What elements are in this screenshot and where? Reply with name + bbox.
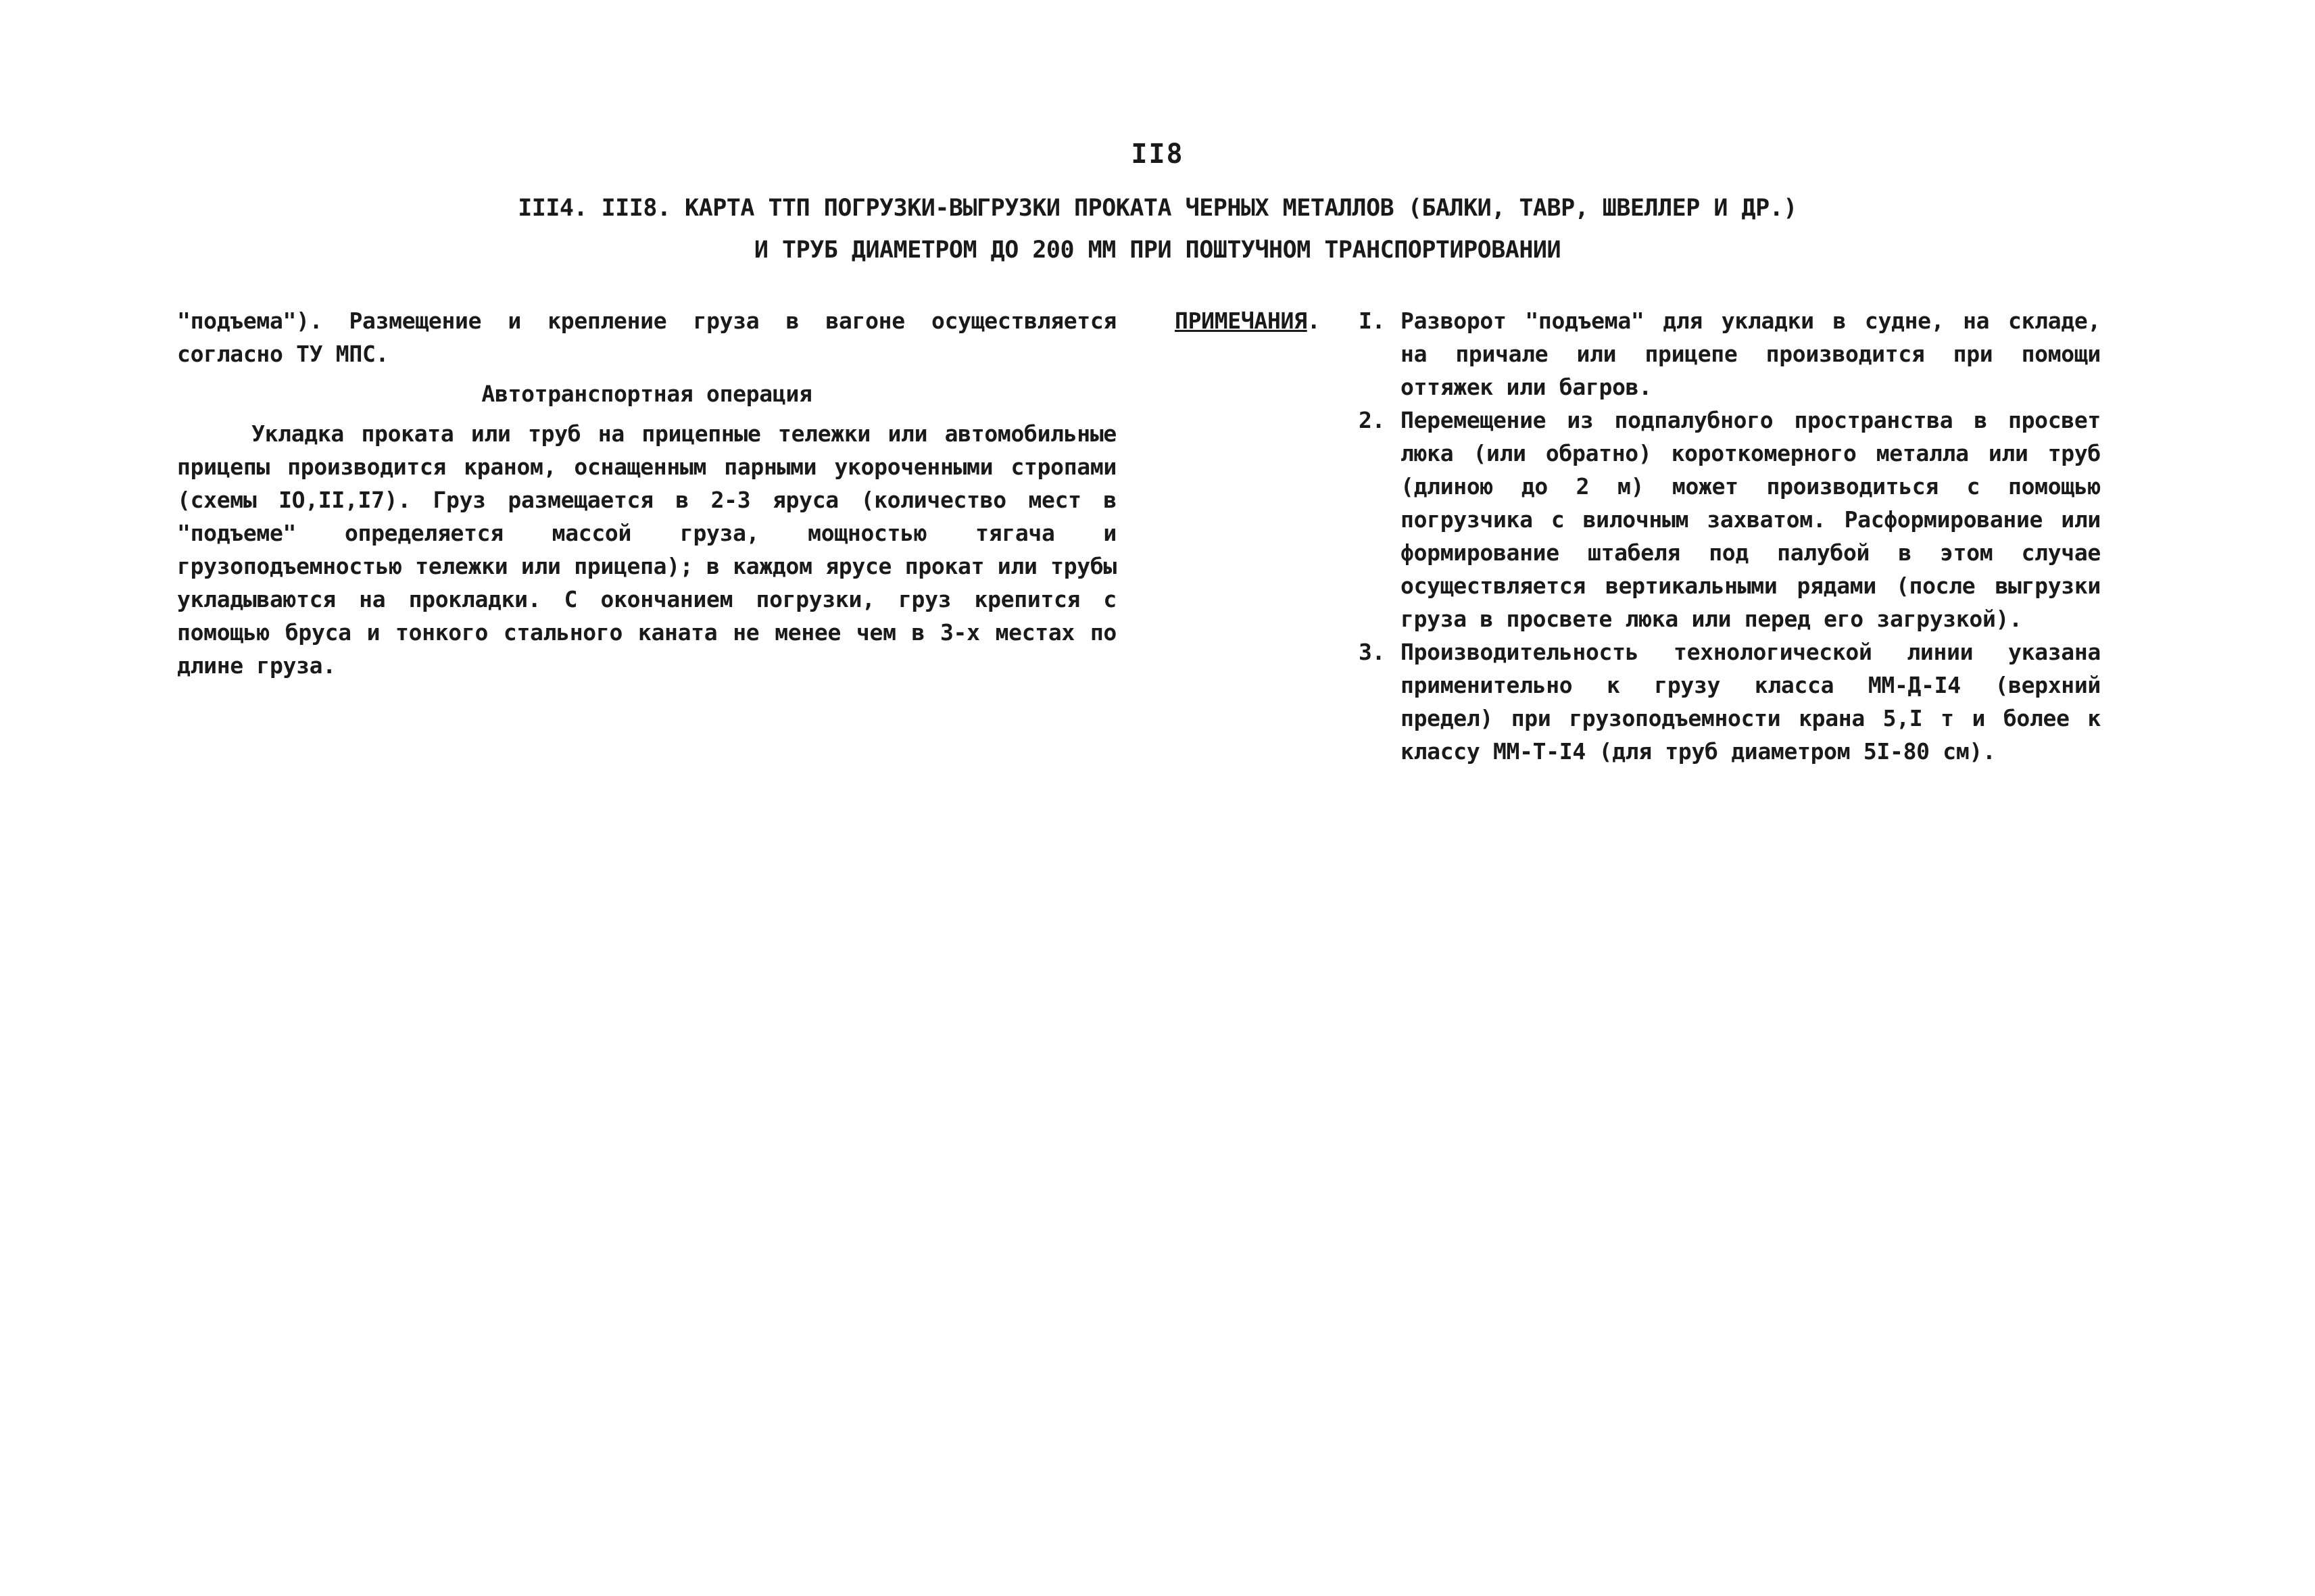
note-item: [1359, 404, 2114, 635]
note-text: Производительность технологической линии указана применительно к грузу класса ММ-Д-I4 (верхний предел) при грузоподъемности крана 5,I т и более к классу ММ-Т-I4 (для труб диаметром 5I-80 см).: [1400, 639, 2114, 765]
document-title-line-1: III4. III8. КАРТА ТТП ПОГРУЗКИ-ВЫГРУЗКИ ПРОКАТА ЧЕРНЫХ МЕТАЛЛОВ (БАЛКИ, ТАВР, ШВЕЛЛЕР И ДР.): [518, 195, 1797, 222]
notes-list: [1359, 304, 2114, 768]
note-number: 3.: [1359, 639, 1386, 665]
left-column: [177, 304, 1130, 682]
note-item: [1359, 635, 2114, 768]
note-item: [1359, 304, 2114, 404]
page-number: II8: [1131, 139, 1184, 170]
paragraph-continuation: "подъема"). Размещение и крепление груза в вагоне осуществляется согласно ТУ МПС.: [177, 308, 1130, 367]
note-text: Перемещение из подпалубного пространства в просвет люка (или обратно) короткомерного металла или труб (длиною до 2 м) может производиться с помощью погрузчика с вилочным захватом. Расформирование или формирование штабеля под палубой в этом случае осуществляется вертикальными рядами (после выгрузки груза в просвете люка или перед его загрузкой).: [1400, 407, 2114, 632]
note-number: I.: [1359, 308, 1386, 334]
paragraph-auto-transport: Укладка проката или труб на прицепные тележки или автомобильные прицепы производится краном, оснащенным парными укороченными стропами (схемы IO,II,I7). Груз размещается в 2-3 яруса (количество мест в "подъеме" определяется массой груза, мощностью тягача и грузоподъемностью тележки или прицепа); в каждом ярусе прокат или трубы укладываются на прокладки. С окончанием погрузки, груз крепится с помощью бруса и тонкого стального каната не менее чем в 3-х местах по длине груза.: [177, 420, 1130, 679]
notes-label-dot: .: [1307, 308, 1321, 334]
note-text: Разворот "подъема" для укладки в судне, на складе, на причале или прицепе производится при помощи оттяжек или багров.: [1400, 308, 2114, 400]
note-number: 2.: [1359, 407, 1386, 433]
notes-label-text: ПРИМЕЧАНИЯ: [1175, 308, 1307, 334]
section-heading-auto-transport: Автотранспортная операция: [481, 381, 812, 407]
document-title-line-2: И ТРУБ ДИАМЕТРОМ ДО 200 ММ ПРИ ПОШТУЧНОМ ТРАНСПОРТИРОВАНИИ: [754, 237, 1561, 264]
notes-label: [1175, 304, 1320, 337]
